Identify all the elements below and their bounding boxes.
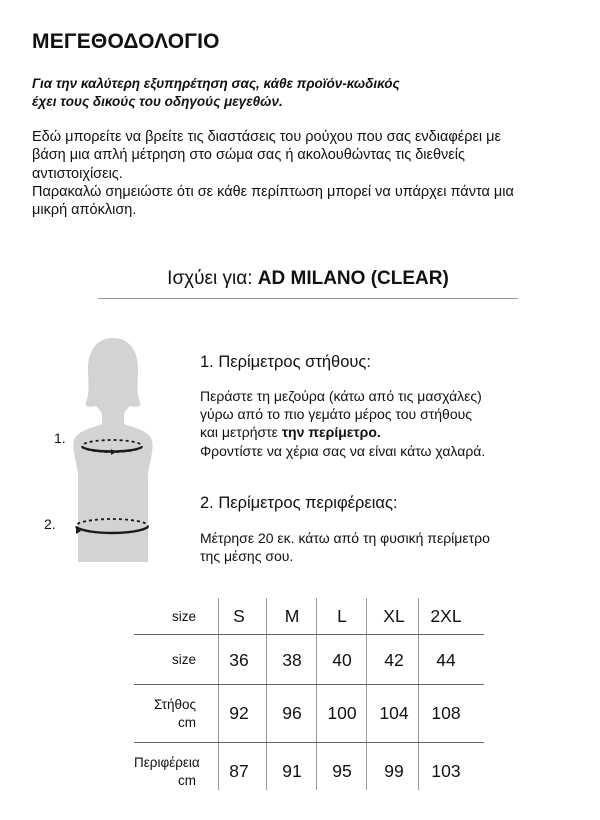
row-header [134,651,196,669]
section-line [200,387,560,405]
table-cell: M [284,606,300,626]
silhouette-shape [73,338,152,562]
section-line [200,529,560,547]
intro-line: μικρή απόκλιση. [32,202,137,219]
measure-label-2: 2. [44,516,56,532]
table-cell: 40 [332,650,352,670]
table-cell: 96 [282,703,302,723]
section-title-hip: 2. Περίμετρος περιφέρειας: [200,494,398,512]
intro-highlight [32,75,492,111]
intro-paragraph [32,128,572,219]
row-header-unit: cm [178,773,196,788]
row-header [134,696,196,732]
table-cell: 92 [229,703,249,723]
section-line [200,547,560,565]
applies-product: AD MILANO (CLEAR) [257,268,449,289]
row-header-text: size [171,609,196,624]
section-line [200,442,560,460]
female-silhouette-icon [48,336,178,568]
size-table [134,598,484,790]
section-line [200,405,560,423]
table-cell: 36 [229,650,249,670]
row-header-text: size [171,652,196,667]
table-cell: L [337,606,347,626]
applies-to-heading [98,268,518,290]
section-text: και μετρήστε [200,424,282,441]
section-body-hip [200,529,560,565]
section-text: γύρω από το πιο γεμάτο μέρος του στήθους [200,406,473,423]
table-cell: 99 [384,761,404,781]
intro-line: βάση μια απλή μέτρηση στο σώμα σας ή ακολουθώντας τις διεθνείς [32,147,465,164]
divider [98,298,518,299]
table-cell: 95 [332,761,352,781]
section-text: Μέτρησε 20 εκ. κάτω από τη φυσική περίμετρο [200,530,490,546]
intro-highlight-line: Για την καλύτερη εξυπηρέτηση σας, κάθε προϊόν-κωδικός [32,76,400,91]
page-title: ΜΕΓΕΘΟΔΟΛΟΓΙΟ [32,30,220,53]
table-cell: 38 [282,650,302,670]
table-cell: 91 [282,761,302,781]
row-header [134,754,200,790]
table-divider [134,634,484,635]
section-text: Φροντίστε να χέρια σας να είναι κάτω χαλαρά. [200,442,486,459]
section-title-chest: 1. Περίμετρος στήθους: [200,353,371,371]
table-cell: 42 [384,650,404,670]
section-line [200,423,560,441]
section-text: Περάστε τη μεζούρα (κάτω από τις μασχάλες) [200,388,482,404]
emphasis-text: την περίμετρο. [281,424,381,441]
row-header-unit: cm [178,715,196,730]
intro-line: Παρακαλώ σημειώστε ότι σε κάθε περίπτωση μπορεί να υπάρχει πάντα μια [32,183,514,200]
measure-label-1: 1. [54,430,66,446]
row-header [134,608,196,626]
table-cell: 100 [327,703,357,723]
section-text: της μέσης σου. [200,548,294,565]
table-divider [134,684,484,685]
intro-line: αντιστοιχίσεις. [32,165,123,182]
table-cell: 103 [431,761,461,781]
applies-prefix: Ισχύει για: [167,268,258,289]
table-cell: XL [383,606,405,626]
row-header-text: Περιφέρεια [134,755,200,770]
intro-line: Εδώ μπορείτε να βρείτε τις διαστάσεις του ρούχου που σας ενδιαφέρει με [32,129,502,145]
table-divider [134,742,484,743]
table-cell: 2XL [430,606,462,626]
section-body-chest [200,387,560,460]
intro-highlight-line: έχει τους δικούς του οδηγούς μεγεθών. [32,94,283,109]
table-cell: 87 [229,761,249,781]
table-cell: 44 [436,650,456,670]
table-cell: 104 [379,703,409,723]
row-header-text: Στήθος [153,697,196,712]
table-cell: 108 [431,703,461,723]
table-cell: S [233,606,245,626]
